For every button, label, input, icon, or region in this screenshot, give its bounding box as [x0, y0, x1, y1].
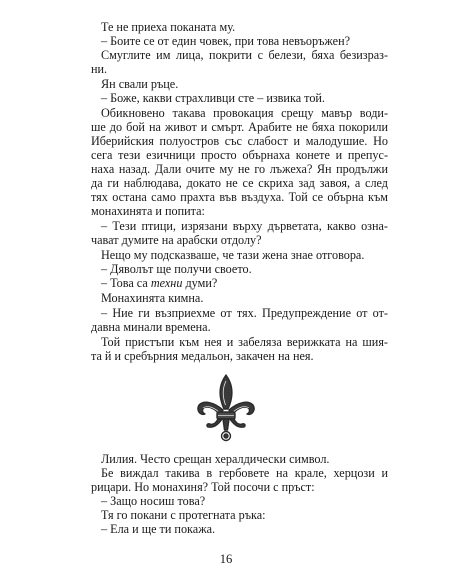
text-line: – Ние ги възприехме от тях. Предупреждение от от- [101, 306, 388, 320]
text-line: Нещо му подсказваше, че тази жена знае отговора. [101, 248, 365, 262]
text-line: Той пристъпи към нея и забеляза верижката на шия- [101, 335, 388, 349]
text-line: Тя го покани с протегната ръка: [101, 508, 266, 522]
text-line [101, 276, 217, 290]
page-number: 16 [219, 552, 233, 566]
text-line: Смуглите им лица, покрити с белези, бяха безизраз- [101, 48, 388, 62]
text-line: Те не приеха поканата му. [101, 20, 236, 34]
text-line: сега тези езичници просто обърнаха конете и препус- [91, 148, 388, 162]
text-line: давна минали времена. [91, 320, 211, 334]
text-line: Обикновено такава провокация срещу мавър води- [101, 106, 388, 120]
text-line: – Дяволът ще получи своето. [101, 262, 252, 276]
text-line: чават думите на арабски отдолу? [91, 233, 262, 247]
text-line: наха назад. Дали очите му не го лъжеха? Ян продължи [91, 162, 388, 176]
text-line: да ги наблюдава, докато не се скриха зад завоя, а след [91, 176, 388, 190]
text-line: тях остана само прахта във въздуха. Той се обърна към [91, 190, 388, 204]
text-line: ни. [91, 62, 108, 76]
italic-word: техни [150, 276, 183, 290]
text-line: Монахинята кимна. [101, 291, 204, 305]
text-line: – Тези птици, изрязани върху дърветата, какво озна- [101, 219, 388, 233]
text-line: – Ела и ще ти покажа. [101, 522, 216, 536]
text-line: та й и сребърния медальон, закачен на нея. [91, 349, 314, 363]
fleur-de-lis-medallion-icon [194, 372, 256, 442]
text-line: ше до бой на живот и смърт. Арабите не бяха покорили [91, 120, 388, 134]
text-line: – Боже, какви страхливци сте – извика той. [101, 91, 325, 105]
text-line: – Защо носиш това? [101, 494, 206, 508]
text-line: Лилия. Често срещан хералдически символ. [101, 452, 330, 466]
text-segment: – Това са [101, 276, 151, 290]
text-line: монахинята и попита: [91, 204, 205, 218]
text-line: рицари. Но монахиня? Той посочи с пръст: [91, 480, 315, 494]
text-line: Бе виждал такива в гербовете на крале, херцози и [101, 466, 388, 480]
text-line: Ян свали ръце. [101, 77, 179, 91]
text-line: Иберийския полуостров със слабост и малодушие. Но [91, 134, 388, 148]
text-line: – Боите се от един човек, при това невъоръжен? [101, 34, 350, 48]
text-segment: думи? [182, 276, 218, 290]
